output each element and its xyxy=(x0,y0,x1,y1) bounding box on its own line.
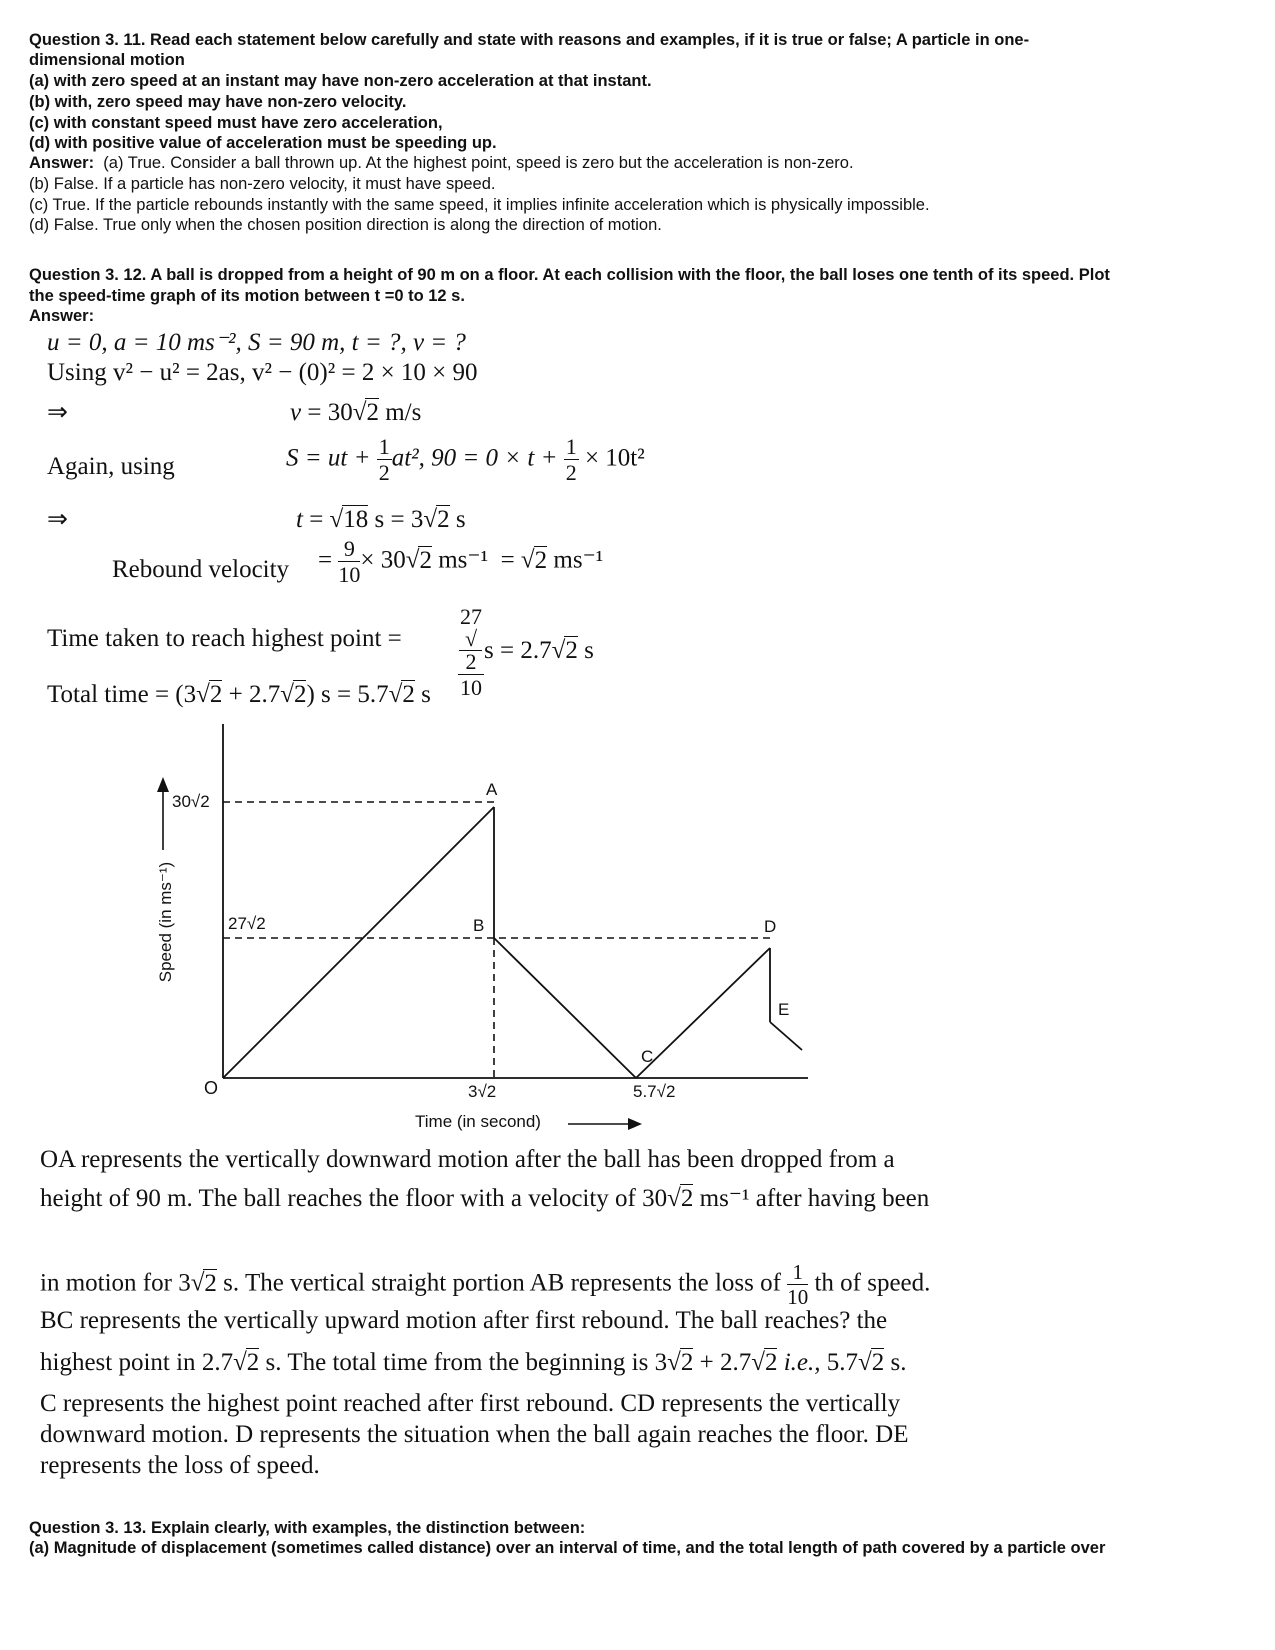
q312-title-line2: the speed-time graph of its motion between t =0 to 12 s. xyxy=(29,287,465,305)
q311-answer-b: (b) False. If a particle has non-zero velocity, it must have speed. xyxy=(29,175,496,193)
givens-line: u = 0, a = 10 ms⁻², S = 90 m, t = ?, v = ? xyxy=(47,329,466,356)
explanation-line-2: height of 90 m. The ball reaches the floor with a velocity of 30√2 ms⁻¹ after having been xyxy=(40,1185,930,1212)
answer-label: Answer: xyxy=(29,154,95,172)
point-c-label: C xyxy=(641,1047,654,1066)
explanation-line-6: C represents the highest point reached after first rebound. CD represents the vertically xyxy=(40,1390,901,1417)
point-a-label: A xyxy=(486,780,498,799)
y-axis-label: Speed (in ms⁻¹) xyxy=(156,861,175,983)
q311-statement-b: (b) with, zero speed may have non-zero velocity. xyxy=(29,93,407,111)
q311-title-line2: dimensional motion xyxy=(29,51,185,69)
time-to-highest-label: Time taken to reach highest point = xyxy=(47,625,402,652)
q312-title-line1: Question 3. 12. A ball is dropped from a height of 90 m on a floor. At each collision with the floor, the ball loses one tenth of its speed. Plot xyxy=(29,266,1110,284)
answer-text-a: (a) True. Consider a ball thrown up. At the highest point, speed is zero but the acceleration is non-zero. xyxy=(103,154,854,172)
x-tick-3root2: 3√2 xyxy=(468,1082,497,1101)
q313-title: Question 3. 13. Explain clearly, with examples, the distinction between: xyxy=(29,1519,586,1537)
explanation-line-3: in motion for 3√2 s. The vertical straight portion AB represents the loss of $\frac{1}{10}$ th of speed. xyxy=(40,1260,931,1309)
time-result: t = √18 s = 3√2 s xyxy=(296,506,466,533)
using-equation-line: Using v² − u² = 2as, v² − (0)² = 2 × 10 × 90 xyxy=(47,359,478,386)
q311-title-line1: Question 3. 11. Read each statement below carefully and state with reasons and examples, if it is true or false; A particle in one- xyxy=(29,31,1030,49)
x-axis-label: Time (in second) xyxy=(415,1112,541,1131)
point-b-label: B xyxy=(473,916,485,935)
arrow-right-icon xyxy=(628,1118,642,1130)
arrow-up-icon xyxy=(157,777,169,792)
segment-bc xyxy=(494,938,636,1078)
rebound-velocity-label: Rebound velocity xyxy=(112,556,290,583)
point-d-label: D xyxy=(764,917,777,936)
velocity-result: v = 30√2 m/s xyxy=(290,399,422,426)
x-tick-5-7root2: 5.7√2 xyxy=(633,1082,676,1101)
q311-statement-d: (d) with positive value of acceleration must be speeding up. xyxy=(29,134,497,152)
q311-statement-a: (a) with zero speed at an instant may have non-zero acceleration at that instant. xyxy=(29,72,652,90)
q311-answer-d: (d) False. True only when the chosen position direction is along the direction of motion. xyxy=(29,216,662,234)
explanation-line-1: OA represents the vertically downward motion after the ball has been dropped from a xyxy=(40,1146,895,1173)
explanation-line-5: highest point in 2.7√2 s. The total time from the beginning is 3√2 + 2.7√2 i.e., 5.7√2 s. xyxy=(40,1349,907,1376)
q313-part-a: (a) Magnitude of displacement (sometimes called distance) over an interval of time, and the total length of path covered by a particle over xyxy=(29,1539,1106,1557)
y-tick-30root2: 30√2 xyxy=(172,792,210,811)
segment-cd xyxy=(636,948,770,1078)
implies-arrow-2: ⇒ xyxy=(47,506,68,533)
point-e-label: E xyxy=(778,1000,790,1019)
explanation-line-8: represents the loss of speed. xyxy=(40,1452,320,1479)
segment-e-tail xyxy=(770,1022,802,1050)
q311-statement-c: (c) with constant speed must have zero acceleration, xyxy=(29,114,443,132)
implies-arrow-1: ⇒ xyxy=(47,399,68,426)
q312-answer-label: Answer: xyxy=(29,307,95,325)
rebound-velocity-expression: = $\frac{9}{10}$ × 30√2 ms⁻¹ = √2 ms⁻¹ xyxy=(318,536,604,587)
displacement-equation: S = ut + $\frac{1}{2}$ at², 90 = 0 × t + $\frac{1}{2}$ × 10t² xyxy=(286,434,645,485)
origin-label: O xyxy=(204,1078,219,1098)
time-to-highest-expression: 27 √ 2 10 s = 2.7√2 s xyxy=(460,604,594,700)
again-using-label: Again, using xyxy=(47,453,175,480)
explanation-line-7: downward motion. D represents the situation when the ball again reaches the floor. DE xyxy=(40,1421,909,1448)
q311-answer-c: (c) True. If the particle rebounds instantly with the same speed, it implies infinite acceleration which is physically impossible. xyxy=(29,196,930,214)
segment-oa xyxy=(223,807,494,1078)
y-tick-27root2: 27√2 xyxy=(228,914,266,933)
total-time-line: Total time = (3√2 + 2.7√2) s = 5.7√2 s xyxy=(47,681,431,708)
explanation-line-4: BC represents the vertically upward motion after first rebound. The ball reaches? the xyxy=(40,1307,888,1334)
